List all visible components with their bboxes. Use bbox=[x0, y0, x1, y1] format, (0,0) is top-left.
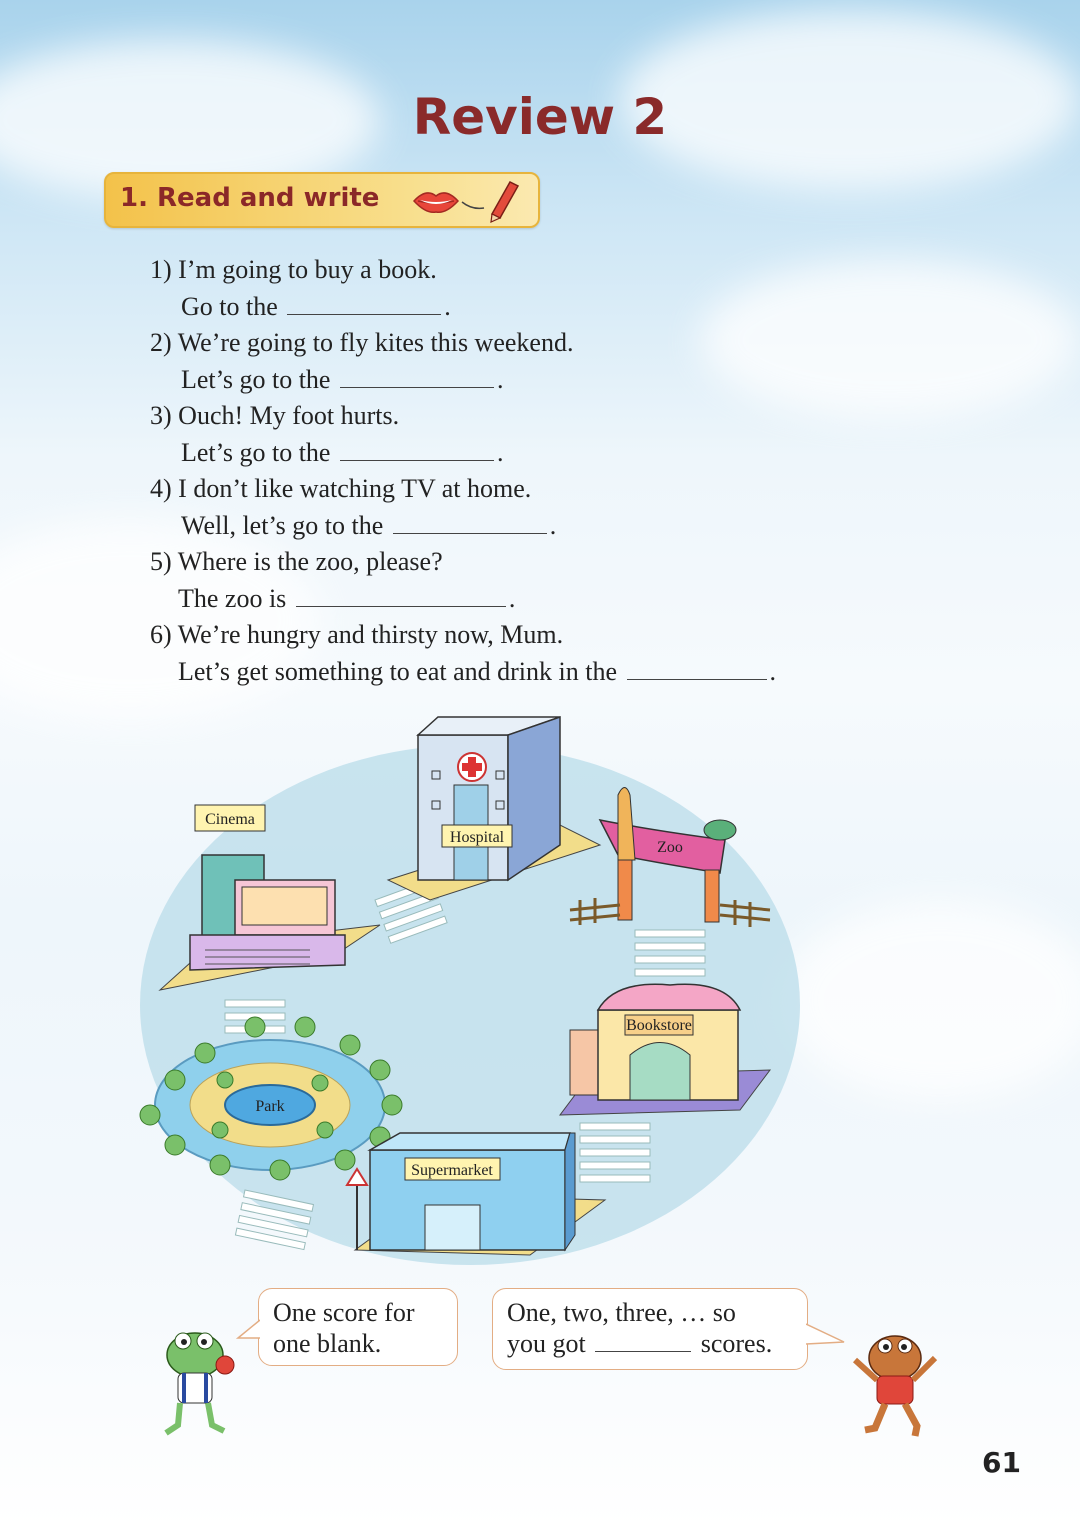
supermarket-building[interactable] bbox=[347, 1133, 605, 1255]
cloud-decoration bbox=[780, 900, 1080, 1100]
swirl-line bbox=[462, 202, 484, 208]
answer-blank[interactable] bbox=[296, 584, 506, 607]
score-blank[interactable] bbox=[595, 1331, 691, 1352]
exercise-answer: The zoo is . bbox=[178, 583, 516, 613]
score-note-line: One score for bbox=[273, 1298, 415, 1327]
exercise-answer: Go to the . bbox=[181, 291, 451, 321]
frog-character bbox=[150, 1325, 240, 1440]
exercise-answer: Well, let’s go to the . bbox=[181, 510, 557, 540]
score-note-line: one blank. bbox=[273, 1329, 382, 1358]
answer-blank[interactable] bbox=[340, 438, 494, 461]
exercise-answer: Let’s get something to eat and drink in the . bbox=[178, 656, 777, 686]
page-number: 61 bbox=[982, 1446, 1021, 1479]
exercise-answer: Let’s go to the . bbox=[181, 437, 504, 467]
park-label: Park bbox=[255, 1098, 285, 1115]
town-map bbox=[130, 705, 810, 1275]
exercise-answer: Let’s go to the . bbox=[181, 364, 504, 394]
pencil-icon bbox=[491, 182, 518, 222]
answer-blank[interactable] bbox=[393, 511, 547, 534]
hospital-label: Hospital bbox=[449, 829, 505, 846]
exercise-prompt: 6) We’re hungry and thirsty now, Mum. bbox=[150, 620, 564, 649]
exercise-prompt: 3) Ouch! My foot hurts. bbox=[150, 401, 400, 430]
lips-icon bbox=[414, 193, 458, 212]
banner-icons bbox=[406, 174, 536, 226]
section-heading: 1. Read and write bbox=[120, 183, 380, 213]
score-total-bubble bbox=[492, 1288, 808, 1370]
score-note-bubble bbox=[258, 1288, 458, 1366]
exercise-prompt: 5) Where is the zoo, please? bbox=[150, 547, 443, 576]
score-total-line: One, two, three, … so bbox=[507, 1298, 736, 1327]
answer-blank[interactable] bbox=[340, 365, 494, 388]
supermarket-label: Supermarket bbox=[411, 1162, 493, 1179]
cinema-label: Cinema bbox=[205, 811, 255, 828]
park-area[interactable] bbox=[155, 1040, 385, 1170]
exercise-list bbox=[150, 252, 850, 690]
answer-blank[interactable] bbox=[287, 292, 441, 315]
bookstore-label: Bookstore bbox=[626, 1017, 692, 1034]
score-total-line: you got scores. bbox=[507, 1329, 773, 1358]
page-title: Review 2 bbox=[412, 88, 668, 146]
section-banner bbox=[104, 172, 540, 228]
bubble-tail bbox=[806, 1322, 846, 1348]
answer-blank[interactable] bbox=[627, 657, 767, 680]
exercise-prompt: 1) I’m going to buy a book. bbox=[150, 255, 437, 284]
zoo-label: Zoo bbox=[657, 839, 683, 856]
exercise-prompt: 4) I don’t like watching TV at home. bbox=[150, 474, 532, 503]
bubble-tail bbox=[236, 1318, 260, 1344]
toad-character bbox=[845, 1330, 945, 1440]
exercise-prompt: 2) We’re going to fly kites this weekend. bbox=[150, 328, 574, 357]
